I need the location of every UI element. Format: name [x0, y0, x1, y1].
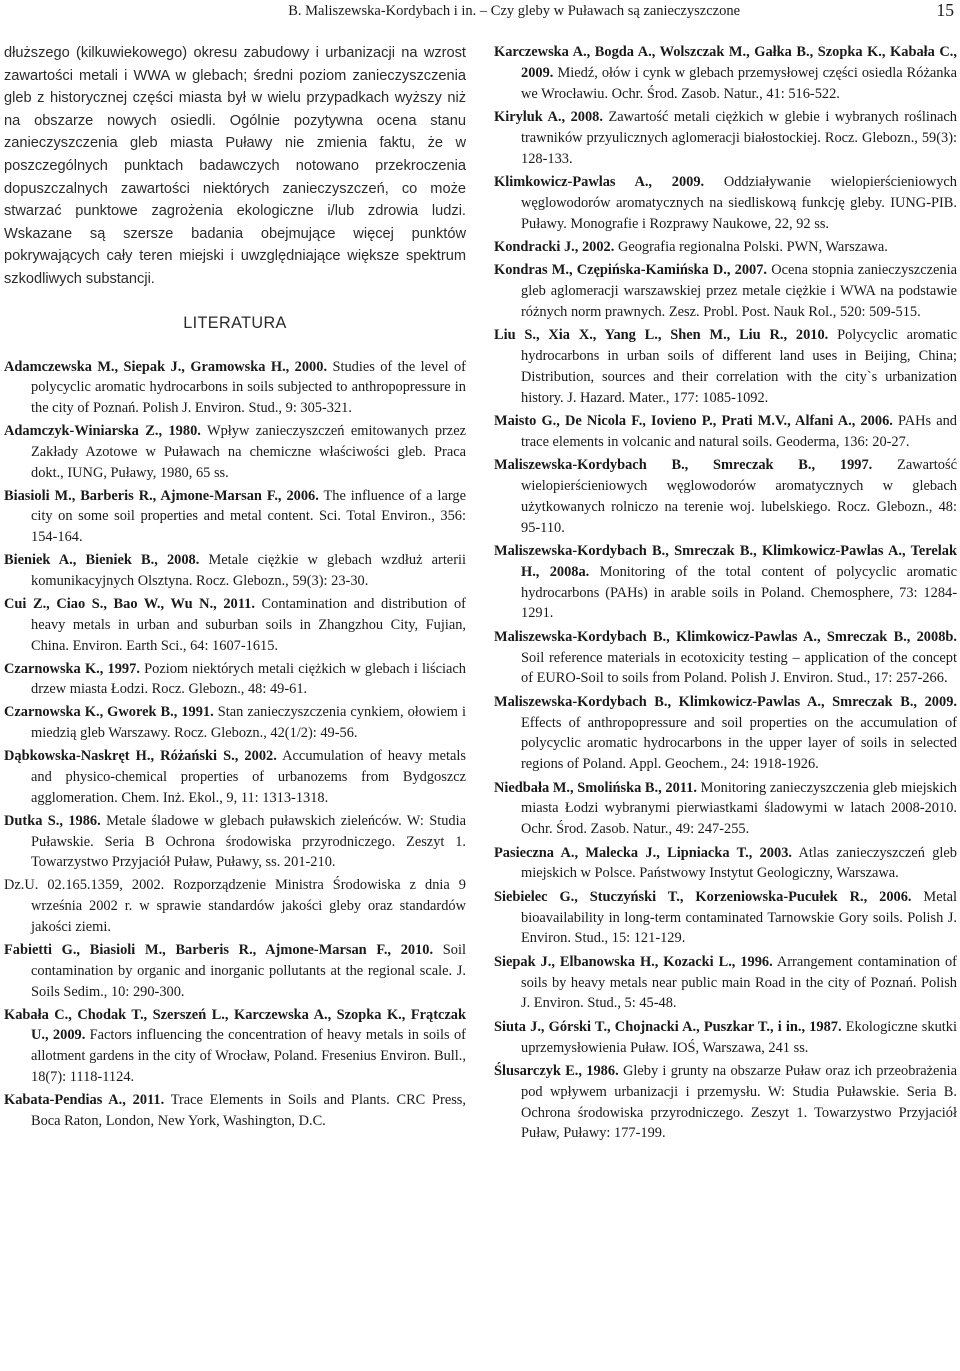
reference-text: Stan zanieczyszczenia cynkiem, ołowiem i miedzią gleb Warszawy. Rocz. Glebozn., 42(1/2): 49-56.	[31, 704, 466, 742]
reference-entry	[494, 455, 957, 538]
reference-authors: Kondracki J., 2002.	[494, 238, 615, 255]
reference-text: Factors influencing the concentration of heavy metals in soils of allotment gardens in the city of Wrocław, Poland. Fresenius Environ. Bull., 18(7): 1118-1124.	[31, 1027, 466, 1085]
reference-entry	[494, 541, 957, 624]
reference-entry	[494, 692, 957, 775]
reference-entry	[4, 486, 466, 548]
reference-authors: Maliszewska-Kordybach B., Klimkowicz-Pawlas A., Smreczak B., 2009.	[494, 693, 957, 710]
reference-text: Ocena stopnia zanieczyszczenia gleb aglomeracji warszawskiej przez metale ciężkie i WWA na podstawie różnych norm prawnych. Zesz. Probl. Post. Nauk Rol., 520: 509-515.	[521, 262, 957, 320]
reference-text: Geografia regionalna Polski. PWN, Warszawa.	[617, 238, 888, 255]
reference-entry	[4, 594, 466, 656]
reference-entry	[494, 952, 957, 1014]
reference-text: Wpływ zanieczyszczeń emitowanych przez Zakłady Azotowe w Puławach na chemiczne właściwości gleb. Praca dokt., IUNG, Puławy, 1980, 65 ss.	[31, 423, 466, 481]
running-head: B. Maliszewska-Kordybach i in. – Czy gleby w Puławach są zanieczyszczone	[288, 3, 740, 19]
reference-authors: Dąbkowska-Naskręt H., Różański S., 2002.	[4, 748, 277, 765]
reference-authors: Kabata-Pendias A., 2011.	[4, 1091, 165, 1108]
reference-text: Contamination and distribution of heavy metals in urban and suburban soils in Zhangzhou City, Fujian, China. Environ. Earth Sci., 64: 1607-1615.	[31, 596, 466, 654]
reference-entry	[494, 107, 957, 169]
reference-authors: Maliszewska-Kordybach B., Smreczak B., 1997.	[494, 457, 873, 474]
reference-text: Poziom niektórych metali ciężkich w glebach i liściach drzew miasta Łodzi. Rocz. Glebozn., 48: 49-61.	[31, 660, 466, 698]
reference-authors: Cui Z., Ciao S., Bao W., Wu N., 2011.	[4, 596, 255, 613]
reference-text: Metale śladowe w glebach puławskich zieleńców. W: Studia Puławskie. Seria B Ochrona środowiska przyrodniczego. Zeszyt 1. Towarzystwo Przyjaciół Puław, Puławy, ss. 201-210.	[31, 812, 466, 871]
reference-text: Dz.U. 02.165.1359, 2002. Rozporządzenie Ministra Środowiska z dnia 9 września 2002 r. w sprawie standardów jakości gleby oraz standardów jakości ziemi.	[4, 877, 466, 935]
reference-entry	[494, 411, 957, 453]
reference-authors: Siepak J., Elbanowska H., Kozacki L., 1996.	[494, 953, 773, 970]
reference-entry	[4, 659, 466, 701]
reference-entry	[4, 940, 466, 1002]
reference-entry	[494, 325, 957, 408]
reference-entry	[494, 237, 957, 258]
reference-text: Polycyclic aromatic hydrocarbons in urban soils of different land uses in Beijing, China; Distribution, sources and their correlation with the city`s urbanization history. J. Hazard. Mater., 177: 1085-1092.	[521, 327, 957, 406]
reference-entry	[494, 1061, 957, 1144]
reference-text: Gleby i grunty na obszarze Puław oraz ich przeobrażenia pod wpływem urbanizacji i przemysłu. W: Studia Puławskie. Seria B. Ochrona środowiska przyrodniczego. Zeszyt 1. Towarzystwo Przyjaciół Puław, Puławy: 177-199.	[521, 1062, 957, 1142]
reference-entry	[4, 811, 466, 873]
reference-authors: Niedbała M., Smolińska B., 2011.	[494, 779, 697, 796]
reference-entry	[4, 357, 466, 419]
reference-authors: Czarnowska K., 1997.	[4, 660, 140, 677]
reference-authors: Dutka S., 1986.	[4, 812, 101, 829]
reference-authors: Maliszewska-Kordybach B., Klimkowicz-Pawlas A., Smreczak B., 2008b.	[494, 628, 957, 645]
page-number: 15	[936, 0, 954, 20]
reference-text: Monitoring of the total content of polycyclic aromatic hydrocarbons (PAHs) in arable soils in Poland. Chemosphere, 73: 1284-1291.	[521, 563, 957, 622]
reference-authors: Kiryluk A., 2008.	[494, 108, 603, 125]
reference-authors: Liu S., Xia X., Yang L., Shen M., Liu R., 2010.	[494, 327, 829, 344]
reference-authors: Siuta J., Górski T., Chojnacki A., Puszkar T., i in., 1987.	[494, 1018, 842, 1035]
reference-text: Zawartość metali ciężkich w glebie i wybranych roślinach trawników przyulicznych aglomeracji białostockiej. Rocz. Glebozn., 59(3): 128-133.	[521, 108, 957, 167]
reference-text: Studies of the level of polycyclic aromatic hydrocarbons in soils subjected to anthropopressure in the city of Poznań. Polish J. Environ. Stud., 9: 305-321.	[31, 358, 466, 417]
reference-entry	[4, 875, 466, 937]
reference-entry	[494, 42, 957, 104]
reference-text: Atlas zanieczyszczeń gleb miejskich w Polsce. Państwowy Instytut Geologiczny, Warszawa.	[521, 844, 957, 882]
references-heading: LITERATURA	[183, 313, 287, 332]
reference-authors: Maisto G., De Nicola F., Iovieno P., Prati M.V., Alfani A., 2006.	[494, 413, 893, 430]
reference-authors: Adamczyk-Winiarska Z., 1980.	[4, 423, 201, 440]
left-column	[4, 42, 466, 1134]
reference-authors: Maliszewska-Kordybach B., Smreczak B., Klimkowicz-Pawlas A., Terelak H., 2008a.	[494, 543, 957, 580]
reference-authors: Klimkowicz-Pawlas A., 2009.	[494, 173, 705, 190]
reference-text: PAHs and trace elements in volcanic and natural soils. Geoderma, 136: 20-27.	[521, 413, 957, 450]
reference-authors: Adamczewska M., Siepak J., Gramowska H., 2000.	[4, 358, 328, 375]
reference-authors: Siebielec G., Stuczyński T., Korzeniowska-Pucułek R., 2006.	[494, 888, 912, 905]
reference-entry	[494, 260, 957, 322]
reference-text: Effects of anthropopressure and soil properties on the accumulation of polycyclic aromatic hydrocarbons in the upper layer of soils in selected regions of Poland. Appl. Geochem., 24: 1918-1926.	[521, 714, 957, 773]
reference-authors: Fabietti G., Biasioli M., Barberis R., Ajmone-Marsan F., 2010.	[4, 941, 434, 958]
reference-authors: Kondras M., Czępińska-Kamińska D., 2007.	[494, 262, 768, 279]
reference-entry	[494, 172, 957, 234]
reference-authors: Czarnowska K., Gworek B., 1991.	[4, 704, 214, 721]
references-list-left	[4, 357, 466, 1132]
reference-text: Soil reference materials in ecotoxicity testing – application of the concept of EURO-Soil to soils from Poland. Polish J. Environ. Stud., 17: 257-266.	[521, 649, 957, 687]
reference-text: Soil contamination by organic and inorganic pollutants at the regional scale. J. Soils Sedim., 10: 290-300.	[31, 941, 466, 1000]
reference-entry	[4, 746, 466, 808]
reference-text: Arrangement contamination of soils by heavy metals near public main Road in the city of Poznań. Polish J. Environ. Stud., 5: 45-48.	[521, 953, 957, 1012]
reference-entry	[494, 1017, 957, 1059]
reference-entry	[494, 627, 957, 689]
reference-text: Metale ciężkie w glebach wzdłuż arterii komunikacyjnych Olsztyna. Rocz. Glebozn., 59(3): 23-30.	[31, 552, 466, 590]
reference-text: Metal bioavailability in long-term contaminated Tarnowskie Gory soils. Polish J. Environ. Stud., 15: 121-129.	[521, 888, 957, 947]
reference-text: Oddziaływanie wielopierścieniowych węglowodorów aromatycznych na siedliskową funkcję gleby. IUNG-PIB. Puławy. Monografie i Rozprawy Naukowe, 22, 92 ss.	[521, 173, 957, 232]
reference-text: Accumulation of heavy metals and physico-chemical properties of urbanozems from Bydgoszcz agglomeration. Chem. Inż. Ekol., 9, 11: 1313-1318.	[31, 748, 466, 806]
reference-entry	[4, 702, 466, 744]
reference-authors: Karczewska A., Bogda A., Wolszczak M., Gałka B., Szopka K., Kabała C., 2009.	[494, 44, 957, 81]
reference-entry	[4, 421, 466, 483]
reference-text: Ekologiczne skutki uprzemysłowienia Puław. IOŚ, Warszawa, 241 ss.	[521, 1018, 957, 1056]
reference-authors: Biasioli M., Barberis R., Ajmone-Marsan F., 2006.	[4, 487, 319, 504]
reference-entry	[4, 1005, 466, 1088]
right-column	[494, 42, 957, 1147]
reference-text: Zawartość wielopierścieniowych węglowodorów aromatycznych w glebach użytkowanych rolniczo na terenie woj. lubelskiego. Rocz. Glebozn., 48: 95-110.	[521, 457, 957, 536]
reference-authors: Ślusarczyk E., 1986.	[494, 1062, 619, 1079]
reference-entry	[494, 843, 957, 885]
reference-text: Trace Elements in Soils and Plants. CRC Press, Boca Raton, London, New York, Washington, D.C.	[31, 1091, 467, 1129]
reference-authors: Kabała C., Chodak T., Szerszeń L., Karczewska A., Szopka K., Frątczak U., 2009.	[4, 1006, 466, 1044]
reference-text: The influence of a large city on some soil properties and metal content. Sci. Total Environ., 356: 154-164.	[31, 487, 466, 546]
reference-text: Monitoring zanieczyszczenia gleb miejskich miasta Łodzi wybranymi pierwiastkami śladowymi w latach 2008-2010. Ochr. Środ. Zasob. Natur., 49: 247-255.	[521, 779, 957, 838]
reference-authors: Bieniek A., Bieniek B., 2008.	[4, 552, 200, 569]
body-paragraph: dłuższego (kilkuwiekowego) okresu zabudowy i urbanizacji na wzrost zawartości metali i WWA w glebach; średni poziom zanieczyszczenia gleb z historycznej części miasta był w wielu przypadkach wyższy niż na obszarze nowych osiedli. Ogólnie pozytywna ocena stanu zanieczyszczenia gleb miasta Puławy nie zmienia faktu, że w poszczególnych punktach badawczych notowano przekroczenia dopuszczalnych zawartości niektórych zanieczyszczeń, co może stwarzać punktowe zagrożenia ekologiczne i/lub zdrowia ludzi. Wskazane są szersze badania obejmujące więcej punktów pokrywających cały teren miejski i uwzględniające większe spektrum szkodliwych substancji.	[4, 45, 466, 287]
reference-text: Miedź, ołów i cynk w glebach przemysłowej części osiedla Różanka we Wrocławiu. Ochr. Środ. Zasob. Natur., 41: 516-522.	[521, 64, 957, 102]
reference-entry	[494, 887, 957, 949]
reference-authors: Pasieczna A., Malecka J., Lipniacka T., 2003.	[494, 844, 792, 861]
reference-entry	[494, 778, 957, 840]
reference-entry	[4, 1090, 466, 1132]
reference-entry	[4, 550, 466, 592]
references-list-right	[494, 42, 957, 1144]
